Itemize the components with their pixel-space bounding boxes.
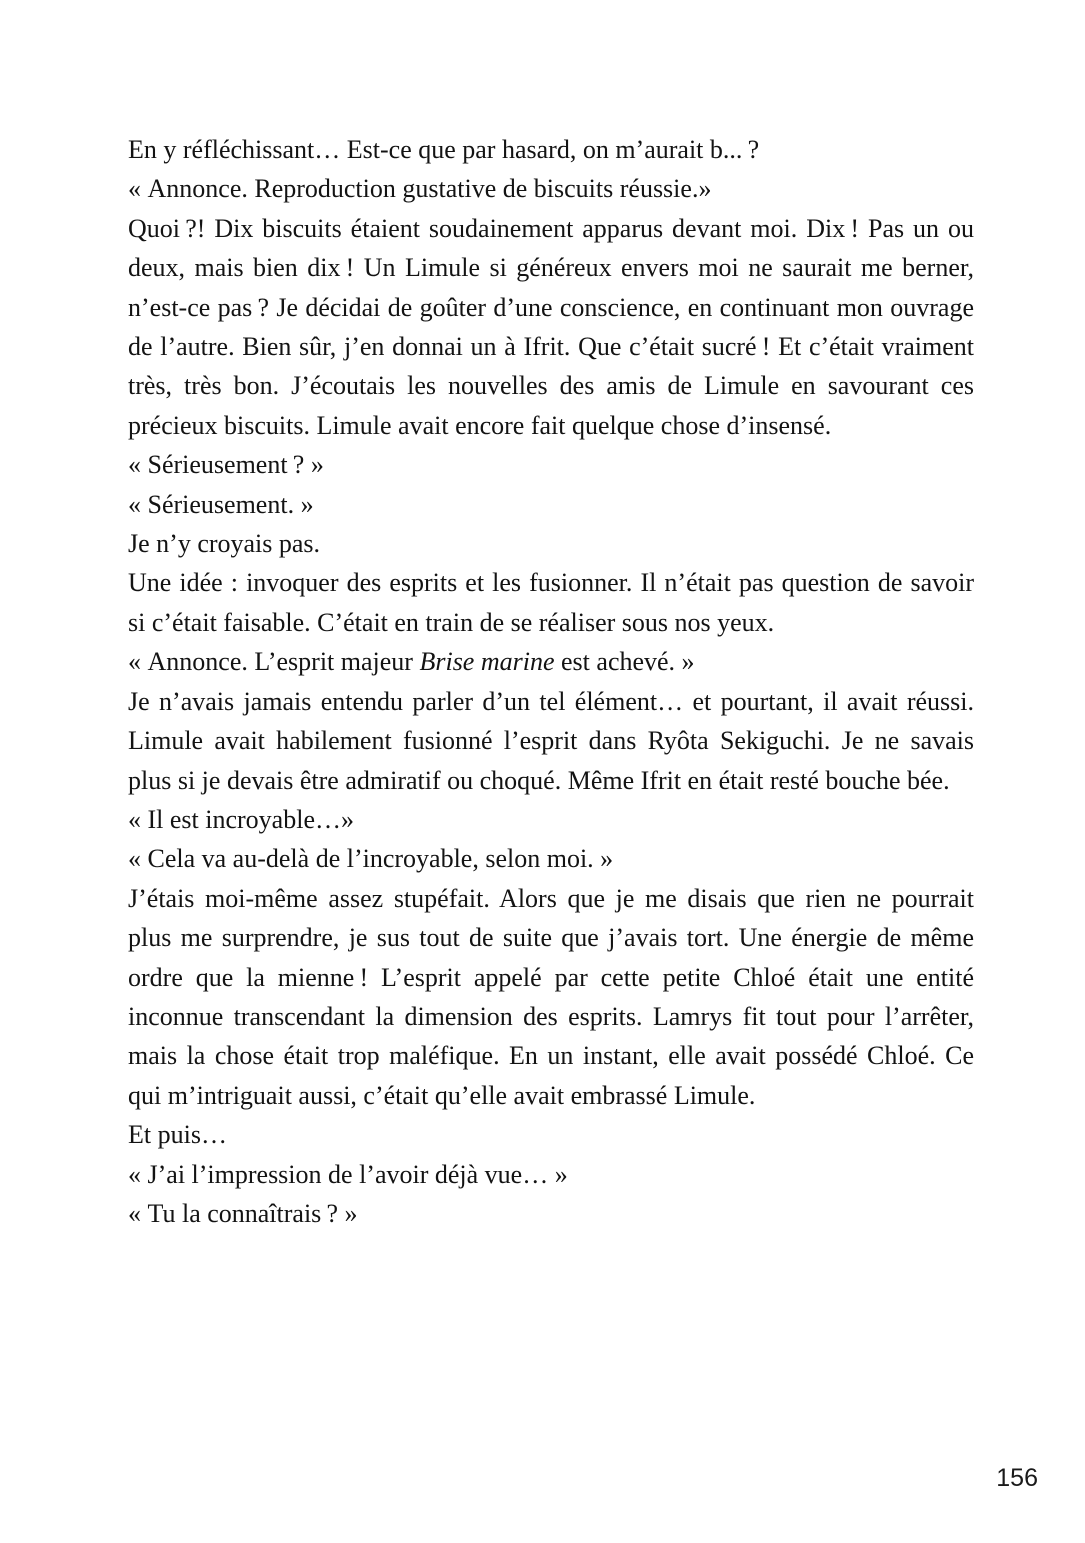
text-segment: J’étais moi-même assez stupéfait. Alors que je me disais que rien ne pourrait plus me surprendre, je sus tout de suite que j’avais tort. Une énergie de même ordre que la mienne ! L’esprit appelé par cette petite Chloé était une entité inconnue transcendant la dimension des esprits. Lamrys fit tout pour l’arrêter, mais la chose était trop maléfique. En un instant, elle avait possédé Chloé. Ce qui m’intriguait aussi, c’était qu’elle avait embrassé Limule. (128, 883, 974, 1110)
italic-text: Brise marine (419, 647, 555, 677)
text-segment: Et puis… (128, 1120, 227, 1150)
paragraph (128, 1194, 974, 1233)
paragraph (128, 682, 974, 800)
text-segment: Je n’avais jamais entendu parler d’un tel élément… et pourtant, il avait réussi. Limule avait habilement fusionné l’esprit dans Ryôta Sekiguchi. Je ne savais plus si je devais être admiratif ou choqué. Même Ifrit en était resté bouche bée. (128, 686, 974, 795)
paragraph (128, 879, 974, 1115)
paragraph (128, 1155, 974, 1194)
paragraph (128, 1115, 974, 1154)
text-segment: « Sérieusement. » (128, 489, 314, 519)
paragraph (128, 209, 974, 445)
text-segment: « Tu la connaîtrais ? » (128, 1198, 358, 1228)
text-segment: « Il est incroyable…» (128, 804, 354, 834)
text-segment: Je n’y croyais pas. (128, 529, 321, 559)
page-number: 156 (996, 1464, 1038, 1492)
paragraph (128, 130, 974, 169)
text-segment: En y réfléchissant… Est-ce que par hasard, on m’aurait b... ? (128, 135, 760, 164)
paragraph (128, 485, 974, 524)
text-segment: Quoi ?! Dix biscuits étaient soudainement apparus devant moi. Dix ! Pas un ou deux, mais bien dix ! Un Limule si généreux envers moi ne saurait me berner, n’est-ce pas ? Je décidai de goûter d’une conscience, en continuant mon ouvrage de l’autre. Bien sûr, j’en donnai un à Ifrit. Que c’était sucré ! Et c’était vraiment très, très bon. J’écoutais les nouvelles des amis de Limule en savourant ces précieux biscuits. Limule avait encore fait quelque chose d’insensé. (128, 213, 974, 440)
text-segment: Une idée : invoquer des esprits et les fusionner. Il n’était pas question de savoir si c’était faisable. C’était en train de se réaliser sous nos yeux. (128, 568, 974, 637)
paragraph (128, 445, 974, 484)
text-segment: est achevé. » (554, 647, 695, 677)
paragraph (128, 524, 974, 563)
text-segment: « Sérieusement ? » (128, 450, 324, 480)
text-block (128, 130, 974, 1233)
paragraph (128, 800, 974, 839)
text-segment: « Cela va au-delà de l’incroyable, selon moi. » (128, 844, 614, 874)
paragraph (128, 839, 974, 878)
text-segment: « J’ai l’impression de l’avoir déjà vue… » (128, 1159, 568, 1189)
text-segment: « Annonce. L’esprit majeur (128, 647, 420, 677)
text-segment: « Annonce. Reproduction gustative de biscuits réussie.» (128, 174, 712, 204)
paragraph (128, 169, 974, 208)
paragraph (128, 642, 974, 681)
paragraph (128, 563, 974, 642)
